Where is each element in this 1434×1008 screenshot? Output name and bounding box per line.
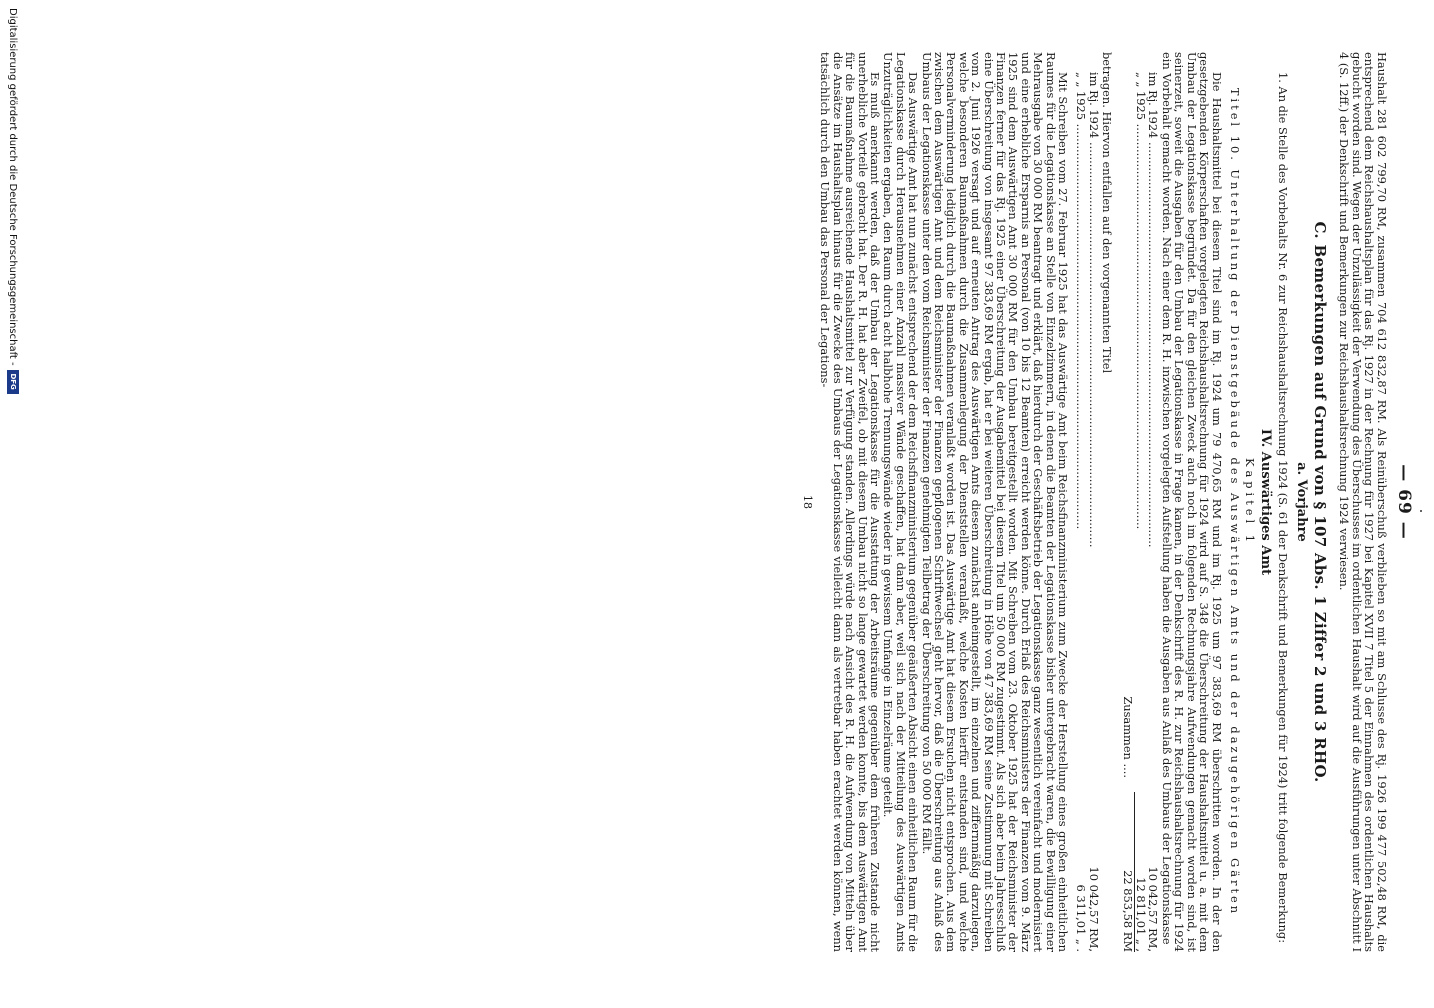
amount-value: 12 811,01 „ , — [1134, 877, 1149, 952]
document-page — [169, 32, 1434, 972]
paragraph-amt: Das Auswärtige Amt hat nun zunächst entsprechend der dem Reichsfinanzministerium gegenüber geäußerten Absicht einen einheitlichen Raum für die Legationskasse durch Herausnehmen einer Anzahl massiver Wände geschaffen, hat dann aber, weil sich nach der Mitteilung des Auswärtigen Amts Unzuträglichkeiten ergaben, den Raum durch acht halbhohe Trennungswände wieder in gewissem Umfange in Einzelräume geteilt. — [881, 52, 921, 952]
amount-row — [1087, 52, 1099, 952]
signature-mark: 18 — [800, 495, 814, 509]
section-c-heading: C. Bemerkungen auf Grund von § 107 Abs. 1 Ziffer 2 und 3 RHO. — [1310, 221, 1329, 783]
amount-label: „ „ 1925 ..... — [1135, 72, 1147, 792]
paragraph-top: Haushalt 281 602 799,70 RM, zusammen 704 612 832,87 RM. Als Reinüberschuß verblieben so mit am Schlusse des Rj. 1926 199 477 502,48 RM, die entsprechend dem Reichshaushaltsplan für das Rj. 1927 in der Rechnung für 1927 bei Kapitel XVII 7 Titel 5 der Einnahmen des ordentlichen Haushalts gebucht worden sind. Wegen der Unzulässigkeit der Verwendung des Überschusses im ordentlichen Haushalt wird auf die Ausführungen unter Abschnitt I 4 (S. 12ff.) der Denkschrift und Bemerkungen zur Reichshaushaltsrechnung 1924 verwiesen. — [1337, 52, 1389, 952]
amount-value: 10 042,57 RM, — [1146, 866, 1161, 952]
total-row — [1121, 52, 1133, 952]
section-iv-heading: IV. Auswärtiges Amt — [1257, 428, 1273, 576]
page-number: — 69 — — [1394, 464, 1414, 540]
paragraph-anerkannt: Es muß anerkannt werden, daß der Umbau der Legationskasse für die Ausstattung der Arbeitsräume gegenüber dem früheren Zustande nicht unerhebliche Vorteile gebracht hat. Der R. H. hat aber Zweifel, ob mit diesem Umbau nicht so lange gewartet werden konnte, bis dem Auswärtigen Amt für die Baumaßnahme ausreichende Haushaltsmittel zur Verfügung standen. Allerdings würde nach Ansicht des R. H. die Aufwendung von Mitteln über die Ansätze im Haushaltsplan hinaus für die Zwecke des Umbaus der Legationskasse vielleicht dann als vertretbar haben erachtet werden können, wenn tatsächlich durch den Umbau das Personal der Legations- — [818, 52, 882, 952]
titel-10-heading: Titel 10. Unterhaltung der Dienstgebäude des Auswärtigen Amts und der dazugehörigen Gärten — [1227, 87, 1242, 917]
amount-row — [1135, 52, 1147, 952]
amount-value: 10 042,57 RM, — [1086, 866, 1101, 952]
kapitel-heading: Kapitel 1 — [1243, 457, 1258, 547]
total-label: Zusammen .... — [1120, 696, 1135, 778]
footer-text: Digitalisierung gefördert durch die Deutsche Forschungsgemeinschaft - — [7, 8, 19, 366]
paragraph-titel: Die Haushaltsmittel bei diesem Titel sind im Rj. 1924 um 79 470,65 RM und im Rj. 1925 um 97 383,69 RM überschritten worden. In der den gesetzgebenden Körperschaften vorgelegten Reichshaushaltsrechnung für 1924 wird auf S. 348 die Überschreitung der Haushaltsmittel u. a. mit dem Umbau der Legationskasse begründet. Da für den gleichen Zweck auch noch im folgenden Rechnungsjahre Aufwendungen gemacht worden sind, ist seinerzeit, soweit die Ausgaben für den Umbau der Legationskasse in Frage kamen, in der Denkschrift des R. H. zur Reichshaushaltsrechnung für 1924 ein Vorbehalt gemacht worden. Nach einer dem R. H. inzwischen vorgelegten Aufstellung haben die Ausgaben aus Anlaß des Umbaus der Legationskasse — [1159, 52, 1224, 952]
amount-label: „ „ 1925 ..... — [1075, 72, 1087, 792]
paragraph-1: 1. An die Stelle des Vorbehalts Nr. 6 zur Reichshaushaltsrechnung 1924 (S. 61 der Denkschrift und Bemerkungen für 1924) tritt folgende Bemerkung: — [1276, 72, 1291, 944]
paragraph-betragen: betragen. Hiervon entfallen auf den vorgenannten Titel — [1100, 52, 1115, 374]
amount-row — [1075, 52, 1087, 952]
amount-label: im Rj. 1924 ..... — [1147, 72, 1159, 792]
subsection-a-heading: a. Vorjahre — [1293, 462, 1309, 542]
total-value: 22 853,58 RM — [1120, 870, 1135, 952]
paragraph-schreiben: Mit Schreiben vom 27. Februar 1925 hat das Auswärtige Amt beim Reichsfinanzministerium zum Zwecke der Herstellung eines großen einheitlichen Raumes für die Legationskasse an Stelle von Einzelzimmern, in denen die Beamten der Legationskasse bisher untergebracht waren, die Bewilligung einer Mehrausgabe von 30 000 RM beantragt und erklärt, daß hierdurch der Geschäftsbetrieb der Legationskasse ganz wesentlich vereinfacht und modernisiert und eine erhebliche Ersparnis an Personal (von 10 bis 12 Beamten) erreicht werden könne. Durch Erlaß des Reichsministers der Finanzen vom 9. März 1925 sind dem Auswärtigen Amt 30 000 RM für den Umbau bereitgestellt worden. Mit Schreiben vom 23. Oktober 1925 hat der Reichsminister der Finanzen ferner für das Rj. 1925 einer Überschreitung der Ausgabemittel bei diesem Titel um 50 000 RM zugestimmt. Als sich aber beim Jahresschluß eine Überschreitung von insgesamt 97 383,69 RM ergab, hat er bei weiteren Überschreitung in Höhe von 47 383,69 RM seine Zustimmung mit Schreiben vom 2. Juni 1926 versagt und auf erneuten Antrag des Auswärtigen Amts diesem zunächst anheimgestellt, im einzelnen und ziffernmäßig darzulegen, welche besonderen Baumaßnahmen durch die Zusammenlegung der Dienststellen veranlaßt, welche Kosten hierfür entstanden sind, und welche Personalverminderung lediglich durch die Baumaßnahmen veranlaßt worden ist. Das Auswärtige Amt hat diesem Ersuchen nicht entsprochen. Aus dem zwischen dem Auswärtigen Amt und dem Reichsminister der Finanzen gepflogenen Schriftwechsel geht hervor, daß die Überschreitung aus Anlaß des Umbaus der Legationskasse unter den vom Reichsminister der Finanzen genehmigten Teilbetrag der Überschreitung von 50 000 RM fällt. — [919, 52, 1071, 952]
amount-row — [1147, 52, 1159, 952]
dfg-logo-icon: DFG — [7, 370, 19, 394]
amount-value: 6 311,01 „ . — [1074, 884, 1089, 952]
amount-label: im Rj. 1924 ..... — [1087, 72, 1099, 792]
digitization-footer — [0, 0, 26, 1008]
